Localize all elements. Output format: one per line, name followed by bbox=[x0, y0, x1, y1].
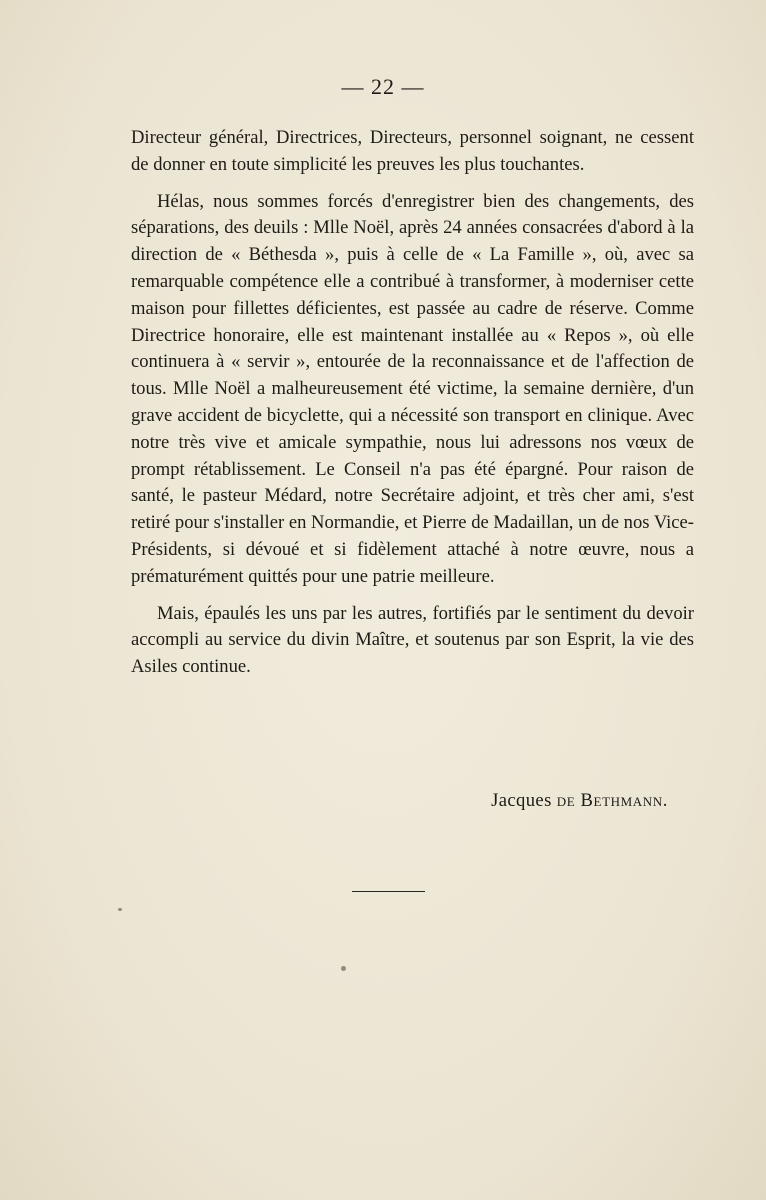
paper-speck bbox=[118, 908, 122, 911]
paragraph-2: Hélas, nous sommes forcés d'enregistrer bien des changements, des séparations, des deuils : Mlle Noël, après 24 années consacrées d'abord à la direction de « Béthesda », puis à celle de « La Famille », où, avec sa remarquable compétence elle a contribué à transformer, à moderniser cette maison pour fillettes déficientes, est passée au cadre de réserve. Comme Directrice honoraire, elle est maintenant installée au « Repos », où elle continuera à « servir », entourée de la reconnaissance et de l'affection de tous. Mlle Noël a malheureusement été victime, la semaine dernière, d'un grave accident de bicyclette, qui a nécessité son transport en clinique. Avec notre très vive et amicale sympathie, nous lui adressons nos vœux de prompt rétablissement. Le Conseil n'a pas été épargné. Pour raison de santé, le pasteur Médard, notre Secrétaire adjoint, et très cher ami, s'est retiré pour s'installer en Normandie, et Pierre de Madaillan, un de nos Vice-Présidents, si dévoué et si fidèlement attaché à notre œuvre, nous a prématurément quittés pour une patrie meilleure. bbox=[131, 190, 694, 587]
signature-surname: de Bethmann. bbox=[556, 790, 668, 811]
signature bbox=[491, 790, 668, 812]
page-number: — 22 — bbox=[341, 74, 425, 99]
paragraph-3: Mais, épaulés les uns par les autres, fortifiés par le sentiment du devoir accompli au service du divin Maître, et soutenus par son Esprit, la vie des Asiles continue. bbox=[131, 602, 694, 678]
body-text bbox=[131, 125, 694, 691]
signature-first-name: Jacques bbox=[491, 790, 552, 811]
paragraph-1: Directeur général, Directrices, Directeurs, personnel soignant, ne cessent de donner en toute simplicité les preuves les plus touchantes. bbox=[131, 127, 694, 175]
paper-speck bbox=[341, 966, 346, 971]
end-rule bbox=[352, 891, 425, 892]
